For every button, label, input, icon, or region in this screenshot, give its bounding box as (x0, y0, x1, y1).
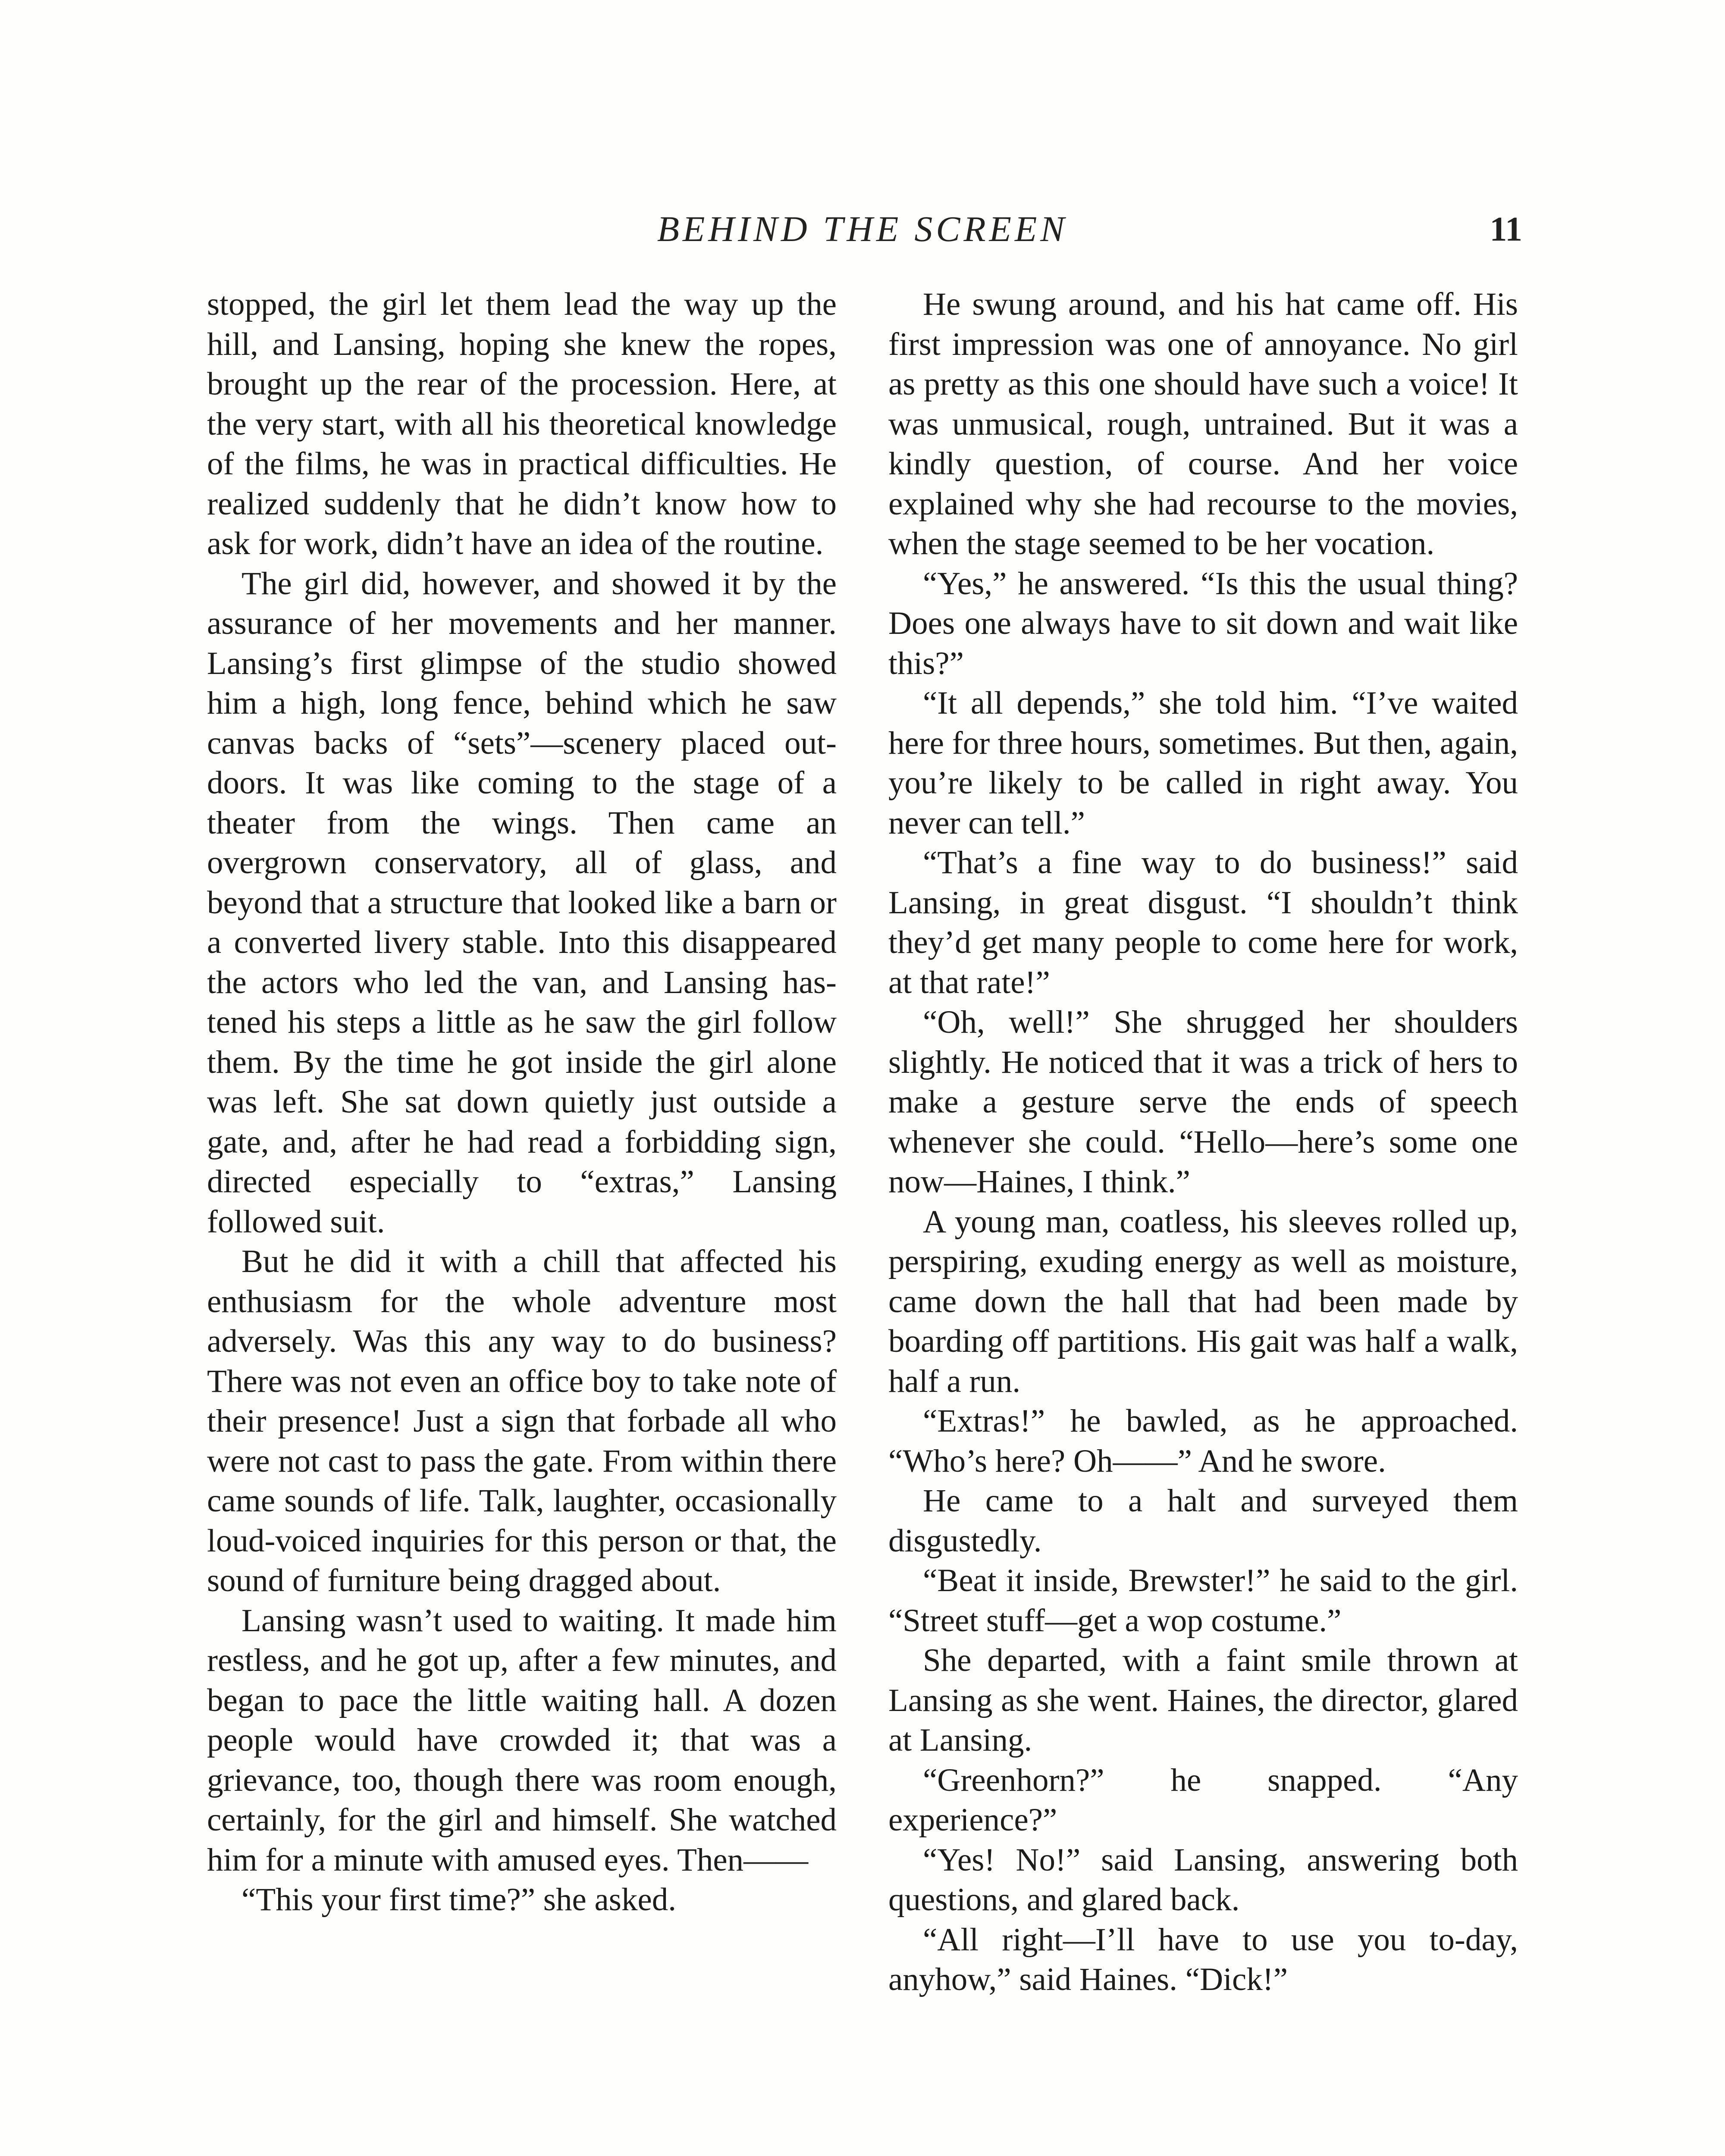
paragraph: “That’s a fine way to do business!” said Lansing, in great disgust. “I shouldn’t think they’d get many people to come here for work, at that rate!” (888, 845, 1518, 1000)
running-head (0, 204, 1725, 255)
paragraph: “Beat it inside, Brewster!” he said to the girl. “Street stuff—get a wop costume.” (888, 1563, 1518, 1639)
paragraph: “All right—I’ll have to use you to-day, anyhow,” said Haines. “Dick!” (888, 1921, 1518, 1997)
paragraph: The girl did, however, and showed it by the assurance of her movements and her manner. Lansing’s first glimpse of the studio showed him a high, long fence, behind which he saw canvas backs of “sets”—scenery placed outdoors. It was like coming to the stage of a theater from the wings. Then came an overgrown conservatory, all of glass, and beyond that a structure that looked like a barn or a converted livery stable. Into this disappeared the actors who led the van, and Lansing hastened his steps a little as he saw the girl follow them. By the time he got inside the girl alone was left. She sat down quietly just outside a gate, and, after he had read a forbidding sign, directed especially to “extras,” Lansing followed suit. (207, 565, 837, 1240)
paragraph: “Extras!” he bawled, as he approached. “Who’s here? Oh——” And he swore. (888, 1403, 1518, 1479)
right-column (888, 285, 1518, 2000)
paragraph: “Greenhorn?” he snapped. “Any experience?” (888, 1762, 1518, 1838)
paragraph: “This your first time?” she asked. (242, 1882, 677, 1918)
paragraph: stopped, the girl let them lead the way up the hill, and Lansing, hoping she knew the ropes, brought up the rear of the procession. Here, at the very start, with all his theoretical knowledge of the films, he was in practical difficulties. He realized suddenly that he didn’t know how to ask for work, didn’t have an idea of the routine. (207, 286, 837, 561)
paragraph: Lansing wasn’t used to waiting. It made him restless, and he got up, after a few minutes, and began to pace the little waiting hall. A dozen people would have crowded it; that was a grievance, too, though there was room enough, certainly, for the girl and himself. She watched him for a minute with amused eyes. Then—— (207, 1602, 837, 1878)
paragraph: “Yes,” he answered. “Is this the usual thing? Does one always have to sit down and wait like this?” (888, 565, 1518, 681)
paragraph: “It all depends,” she told him. “I’ve waited here for three hours, sometimes. But then, again, you’re likely to be called in right away. You never can tell.” (888, 685, 1518, 841)
paragraph: But he did it with a chill that affected his enthusiasm for the whole adventure most adversely. Was this any way to do business? There was not even an office boy to take note of their presence! Just a sign that forbade all who were not cast to pass the gate. From within there came sounds of life. Talk, laughter, occasionally loud-voiced inquiries for this person or that, the sound of furniture being dragged about. (207, 1244, 837, 1598)
paragraph: He came to a halt and surveyed them disgustedly. (888, 1483, 1518, 1559)
left-column (207, 285, 837, 1920)
paragraph: A young man, coatless, his sleeves rolled up, perspiring, exuding energy as well as moisture, came down the hall that had been made by boarding off partitions. His gait was half a walk, half a run. (888, 1203, 1518, 1399)
page-title: BEHIND THE SCREEN (657, 209, 1068, 249)
paragraph: “Oh, well!” She shrugged her shoulders slightly. He noticed that it was a trick of hers to make a gesture serve the ends of speech whenever she could. “Hello—here’s some one now—Haines, I think.” (888, 1004, 1518, 1200)
paragraph: “Yes! No!” said Lansing, answering both questions, and glared back. (888, 1842, 1518, 1918)
paragraph: She departed, with a faint smile thrown at Lansing as she went. Haines, the director, glared at Lansing. (888, 1642, 1518, 1758)
page-number: 11 (1490, 210, 1522, 248)
paragraph: He swung around, and his hat came off. His first impression was one of annoyance. No girl as pretty as this one should have such a voice! It was unmusical, rough, untrained. But it was a kindly question, of course. And her voice explained why she had recourse to the movies, when the stage seemed to be her vocation. (888, 286, 1518, 561)
